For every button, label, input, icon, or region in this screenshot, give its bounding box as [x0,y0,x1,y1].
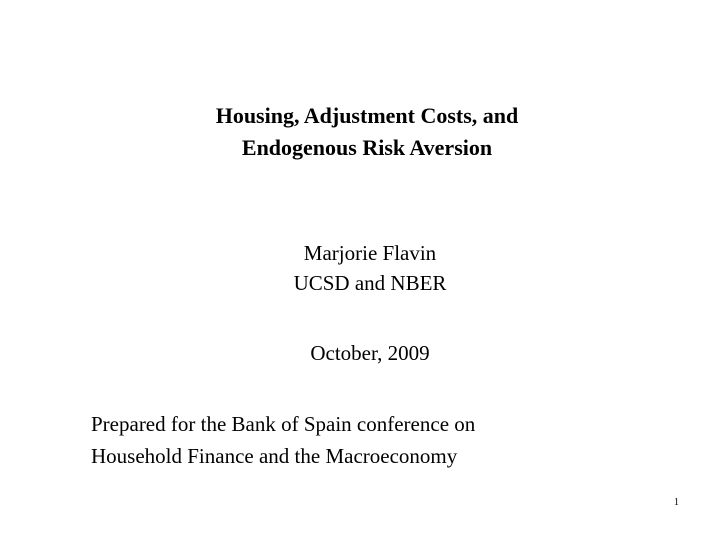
title-line-1: Housing, Adjustment Costs, and [215,103,519,128]
author-block [0,238,720,298]
conference-line-1: Prepared for the Bank of Spain conference on [91,412,476,436]
author-affiliation: UCSD and NBER [293,271,447,295]
title-line-2: Endogenous Risk Aversion [241,135,493,160]
conference-line-2: Household Finance and the Macroeconomy [91,444,458,468]
page-number: 1 [674,497,679,508]
conference-note [91,408,475,472]
presentation-date: October, 2009 [310,341,430,365]
slide-title [0,100,720,164]
author-name: Marjorie Flavin [303,241,437,265]
